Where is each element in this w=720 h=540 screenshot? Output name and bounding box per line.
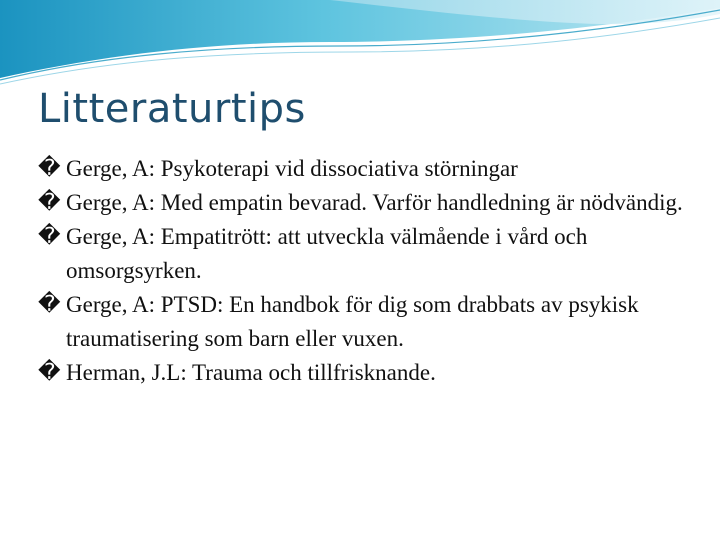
list-item-text: Gerge, A: Empatitrött: att utveckla välmående i vård och omsorgsyrken. [66,224,588,283]
bullet-icon: � [38,156,61,181]
list-item [38,186,698,220]
list-item [38,356,698,390]
bullet-icon: � [38,190,61,215]
bullet-icon: � [38,360,61,385]
bullet-icon: � [38,292,61,317]
list-item [38,220,698,288]
list-item-text: Herman, J.L: Trauma och tillfrisknande. [66,360,436,385]
list-item-text: Gerge, A: Med empatin bevarad. Varför handledning är nödvändig. [66,190,683,215]
list-item-text: Gerge, A: PTSD: En handbok för dig som drabbats av psykisk traumatisering som barn eller vuxen. [66,292,639,351]
header-wave-decoration [0,0,720,100]
reference-list [38,152,698,390]
list-item [38,152,698,186]
slide-title: Litteraturtips [38,86,306,132]
list-item-text: Gerge, A: Psykoterapi vid dissociativa störningar [66,156,518,181]
list-item [38,288,698,356]
bullet-icon: � [38,224,61,249]
